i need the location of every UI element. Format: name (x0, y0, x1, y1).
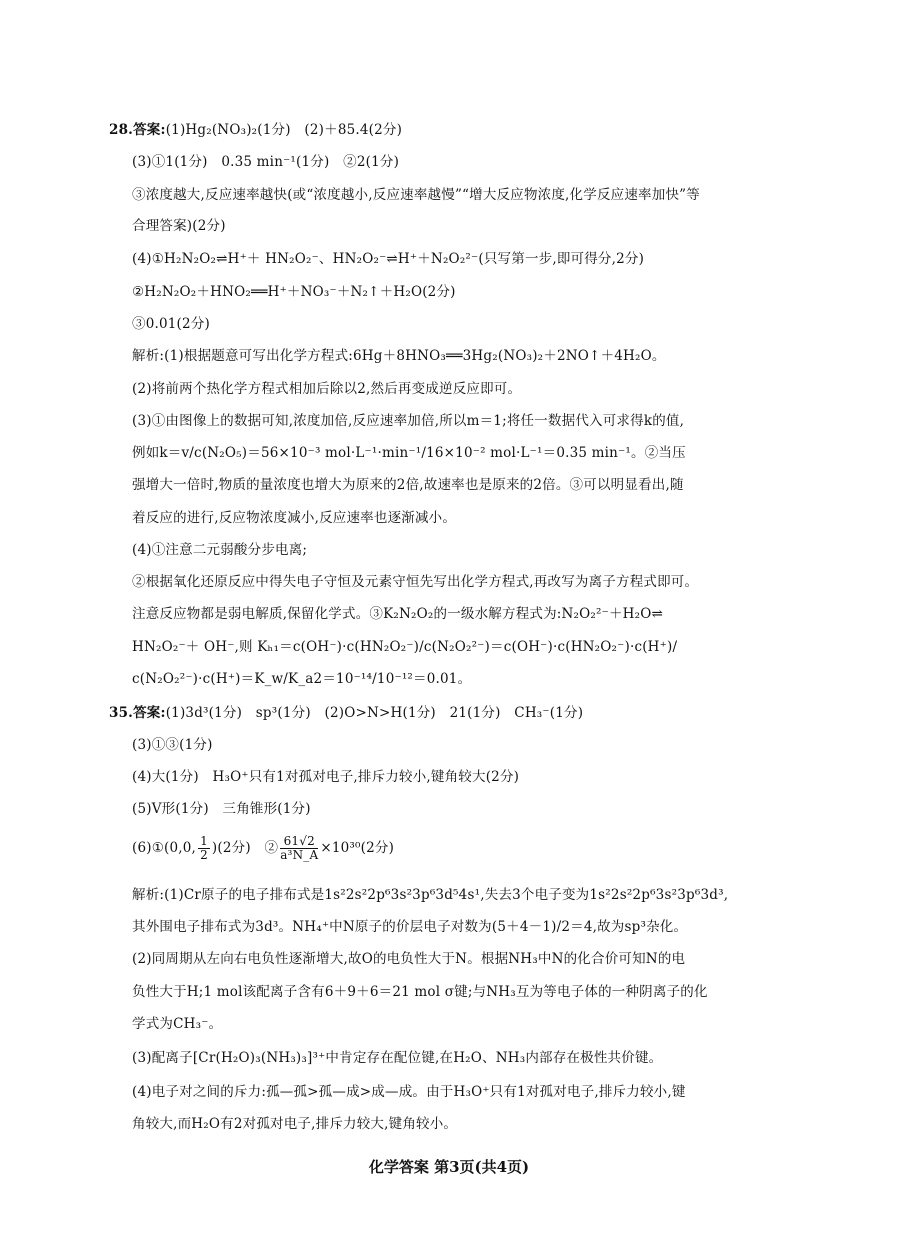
q28-analysis-10: HN₂O₂⁻＋ OH⁻,则 Kₕ₁＝c(OH⁻)·c(HN₂O₂⁻)/c(N₂O₂²⁻)＝c(OH⁻)·c(HN₂O₂⁻)·c(H⁺)/ (132, 639, 678, 655)
half-fraction (198, 835, 210, 862)
density-numerator: 61√2 (280, 835, 318, 849)
q35-analysis-8: 角较大,而H₂O有2对孤对电子,排斥力较大,键角较小。 (132, 1116, 458, 1132)
q28-analysis-11: c(N₂O₂²⁻)·c(H⁺)＝K_w/K_a2＝10⁻¹⁴/10⁻¹²＝0.01。 (132, 671, 472, 687)
q28-analysis-1: 解析:(1)根据题意可写出化学方程式:6Hg＋8HNO₃══3Hg₂(NO₃)₂＋2NO↑＋4H₂O。 (132, 348, 666, 364)
q28-analysis-4: 例如k＝v/c(N₂O₅)＝56×10⁻³ mol·L⁻¹·min⁻¹/16×10⁻² mol·L⁻¹＝0.35 min⁻¹。②当压 (132, 445, 686, 461)
q35-analysis-7: (4)电子对之间的斥力:孤—孤>孤—成>成—成。由于H₃O⁺只有1对孤对电子,排斥力较小,键 (132, 1084, 686, 1100)
q35-analysis-3: (2)同周期从左向右电负性逐渐增大,故O的电负性大于N。根据NH₃中N的化合价可知N的电 (132, 951, 686, 967)
density-fraction (280, 835, 318, 862)
q28-answer-line (109, 121, 402, 139)
q35-line-5-part-c: ×10³⁰(2分) (320, 840, 395, 856)
q28-answer-label: 答案: (133, 122, 166, 138)
density-denominator: a³N_A (280, 848, 319, 862)
q35-analysis-2: 其外围电子排布式为3d³。NH₄⁺中N原子的价层电子对数为(5＋4－1)/2＝4,故为sp³杂化。 (132, 919, 688, 935)
q35-line-5-part-a: (6)①(0,0, (132, 840, 197, 856)
q28-analysis-8: ②根据氧化还原反应中得失电子守恒及元素守恒先写出化学方程式,再改写为离子方程式即可。 (132, 574, 699, 590)
q28-line-2: (3)①1(1分) 0.35 min⁻¹(1分) ②2(1分) (132, 154, 400, 170)
q28-line-7: ③0.01(2分) (132, 316, 210, 332)
q35-line-4: (5)V形(1分) 三角锥形(1分) (132, 801, 311, 817)
q28-answer-text: (1)Hg₂(NO₃)₂(1分) (2)＋85.4(2分) (165, 122, 403, 138)
q35-answer-label: 答案: (133, 705, 166, 721)
q35-line-2: (3)①③(1分) (132, 737, 213, 753)
q28-analysis-7: (4)①注意二元弱酸分步电离; (132, 542, 308, 558)
q35-line-5 (132, 835, 394, 862)
q28-line-4: 合理答案)(2分) (132, 218, 226, 234)
page-footer: 化学答案 第3页(共4页) (368, 1158, 530, 1176)
q28-analysis-5: 强增大一倍时,物质的量浓度也增大为原来的2倍,故速率也是原来的2倍。③可以明显看出,随 (132, 477, 684, 493)
q35-line-3: (4)大(1分) H₃O⁺只有1对孤对电子,排斥力较小,键角较大(2分) (132, 769, 520, 785)
q35-analysis-1: 解析:(1)Cr原子的电子排布式是1s²2s²2p⁶3s²3p⁶3d⁵4s¹,失去3个电子变为1s²2s²2p⁶3s²3p⁶3d³, (132, 887, 729, 903)
q35-analysis-6: (3)配离子[Cr(H₂O)₃(NH₃)₃]³⁺中肯定存在配位键,在H₂O、NH₃内部存在极性共价键。 (132, 1050, 663, 1066)
q35-line-5-part-b: )(2分) ② (211, 840, 279, 856)
q28-analysis-6: 着反应的进行,反应物浓度减小,反应速率也逐渐减小。 (132, 510, 457, 526)
q35-analysis-5: 学式为CH₃⁻。 (132, 1016, 223, 1032)
q35-answer-text: (1)3d³(1分) sp³(1分) (2)O>N>H(1分) 21(1分) CH₃⁻(1分) (165, 705, 584, 721)
half-numerator: 1 (200, 834, 208, 848)
q28-analysis-3: (3)①由图像上的数据可知,浓度加倍,反应速率加倍,所以m＝1;将任一数据代入可求得k的值, (132, 413, 685, 429)
q28-line-5: (4)①H₂N₂O₂⇌H⁺＋ HN₂O₂⁻、HN₂O₂⁻⇌H⁺＋N₂O₂²⁻(只写第一步,即可得分,2分) (132, 251, 645, 267)
q28-line-3: ③浓度越大,反应速率越快(或“浓度越小,反应速率越慢”“增大反应物浓度,化学反应速率加快”等 (132, 187, 700, 203)
q28-analysis-2: (2)将前两个热化学方程式相加后除以2,然后再变成逆反应即可。 (132, 381, 522, 397)
q28-number: 28. (109, 122, 134, 138)
half-denominator: 2 (200, 848, 208, 862)
q35-answer-line (109, 704, 583, 722)
q35-analysis-4: 负性大于H;1 mol该配离子含有6＋9＋6＝21 mol σ键;与NH₃互为等电子体的一种阴离子的化 (132, 984, 708, 1000)
q28-analysis-9: 注意反应物都是弱电解质,保留化学式。③K₂N₂O₂的一级水解方程式为:N₂O₂²⁻＋H₂O⇌ (132, 606, 664, 622)
q35-number: 35. (109, 705, 134, 721)
q28-line-6: ②H₂N₂O₂＋HNO₂══H⁺＋NO₃⁻＋N₂↑＋H₂O(2分) (132, 284, 456, 300)
